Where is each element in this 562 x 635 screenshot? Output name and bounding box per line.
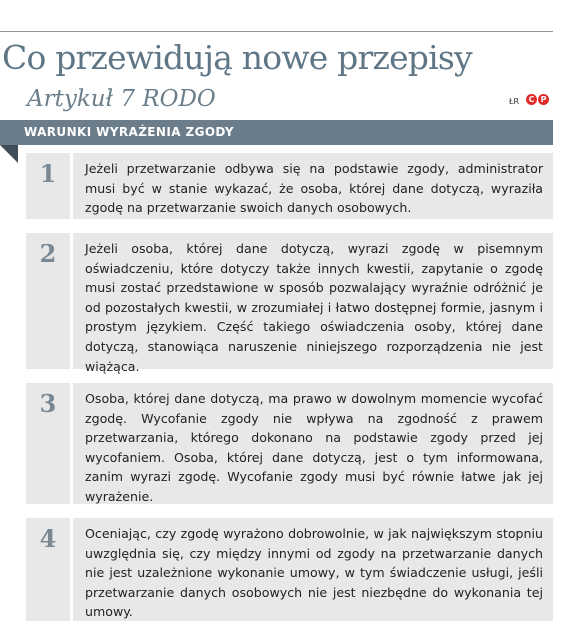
article-number-box <box>26 233 73 369</box>
article-number-box <box>26 383 73 504</box>
logo-letter-c: C <box>526 94 537 105</box>
article-item-3 <box>26 383 553 504</box>
top-divider <box>0 31 553 32</box>
article-number-box <box>26 153 73 219</box>
article-number-box <box>26 518 73 621</box>
article-item-1 <box>26 153 553 219</box>
page-title: Co przewidują nowe przepisy <box>2 38 472 77</box>
author-credit: ŁR <box>509 97 520 106</box>
article-text: Osoba, której dane dotyczą, ma prawo w dowolnym momencie wycofać zgodę. Wycofanie zgody nie wpływa na zgodność z prawem przetwarzania, którego dokonano na podstawie zgody przed jej wycofaniem. Osoba, której dane dotyczą, jest o tym informowana, zanim wyrazi zgodę. Wycofanie zgody musi być równie łatwe jak jej wyrażenie. <box>85 391 543 504</box>
article-number: 3 <box>39 389 57 418</box>
article-text: Jeżeli osoba, której dane dotyczą, wyrazi zgodę w pisemnym oświadczeniu, które dotyczy także innych kwestii, zapytanie o zgodę musi zostać przedstawione w sposób pozwalający wyraźnie odróżnić je od pozostałych kwestii, w zrozumiałej i łatwo dostępnej formie, jasnym i prostym językiem. Część takiego oświadczenia osoby, której dane dotyczą, stanowiąca naruszenie niniejszego rozporządzenia nie jest wiążąca. <box>85 241 543 374</box>
article-number: 1 <box>39 159 57 188</box>
article-item-2 <box>26 233 553 374</box>
article-text: Oceniając, czy zgodę wyrażono dobrowolnie, w jak największym stopniu uwzględnia się, czy między innymi od zgody na przetwarzanie danych nie jest uzależnione wykonanie umowy, w tym świadczenie usługi, jeśli przetwarzanie danych osobowych nie jest niezbędne do wykonania tej umowy. <box>85 526 543 620</box>
page-subtitle: Artykuł 7 RODO <box>27 86 216 112</box>
article-number: 2 <box>39 239 57 268</box>
publisher-logo <box>526 94 549 105</box>
section-banner-label: WARUNKI WYRAŻENIA ZGODY <box>24 125 235 139</box>
article-number: 4 <box>39 524 57 553</box>
article-list <box>26 153 553 635</box>
banner-fold <box>0 145 18 163</box>
logo-letter-p: P <box>538 94 549 105</box>
article-item-4 <box>26 518 553 621</box>
article-text: Jeżeli przetwarzanie odbywa się na podstawie zgody, administrator musi być w stanie wykazać, że osoba, której dane dotyczą, wyraziła zgodę na przetwarzanie swoich danych osobowych. <box>85 161 543 216</box>
